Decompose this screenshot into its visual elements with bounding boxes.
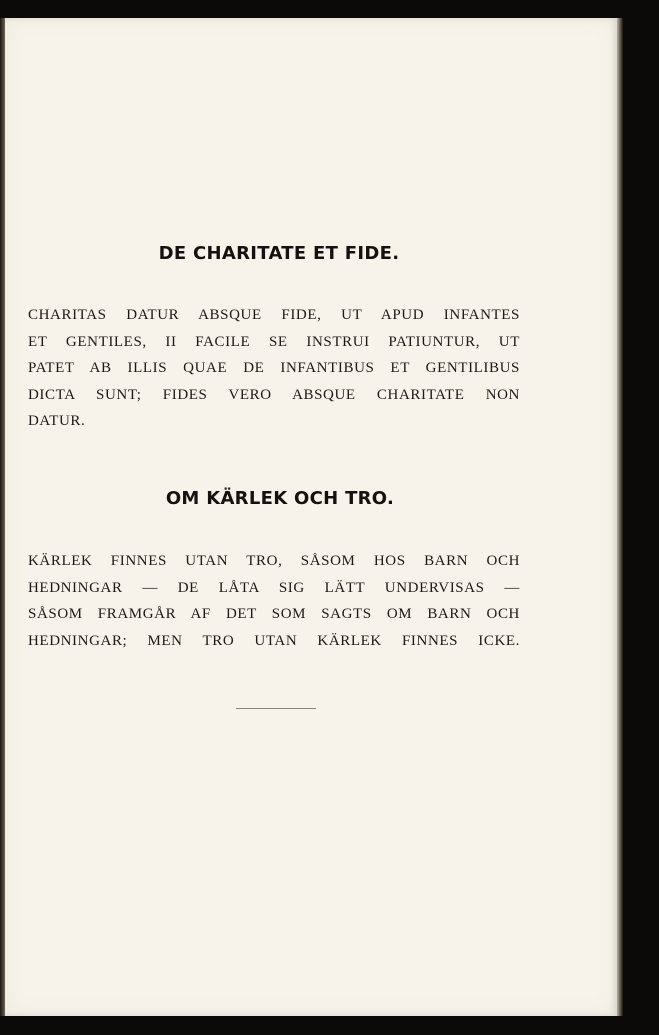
text-line: DATUR.	[28, 413, 86, 429]
text-line: KÄRLEK FINNES UTAN TRO, SÅSOM HOS BARN OCH	[28, 553, 520, 569]
text-line: CHARITAS DATUR ABSQUE FIDE, UT APUD INFANTES	[28, 307, 520, 323]
swedish-paragraph	[28, 548, 520, 654]
text-line: ET GENTILES, II FACILE SE INSTRUI PATIUNTUR, UT	[28, 333, 520, 350]
page-fore-edge	[617, 18, 623, 1016]
text-line: HEDNINGAR; MEN TRO UTAN KÄRLEK FINNES ICKE.	[28, 632, 520, 649]
latin-paragraph	[28, 302, 520, 435]
text-line: SÅSOM FRAMGÅR AF DET SOM SAGTS OM BARN OCH	[28, 606, 520, 622]
text-line: HEDNINGAR — DE LÅTA SIG LÄTT UNDERVISAS —	[28, 579, 520, 596]
text-line: DICTA SUNT; FIDES VERO ABSQUE CHARITATE NON	[28, 386, 520, 403]
latin-section-heading: DE CHARITATE ET FIDE.	[158, 243, 400, 264]
swedish-section-heading: OM KÄRLEK OCH TRO.	[165, 488, 395, 509]
closing-rule-divider	[236, 708, 316, 709]
page-paper	[5, 18, 617, 1016]
text-line: PATET AB ILLIS QUAE DE INFANTIBUS ET GENTILIBUS	[28, 360, 520, 376]
